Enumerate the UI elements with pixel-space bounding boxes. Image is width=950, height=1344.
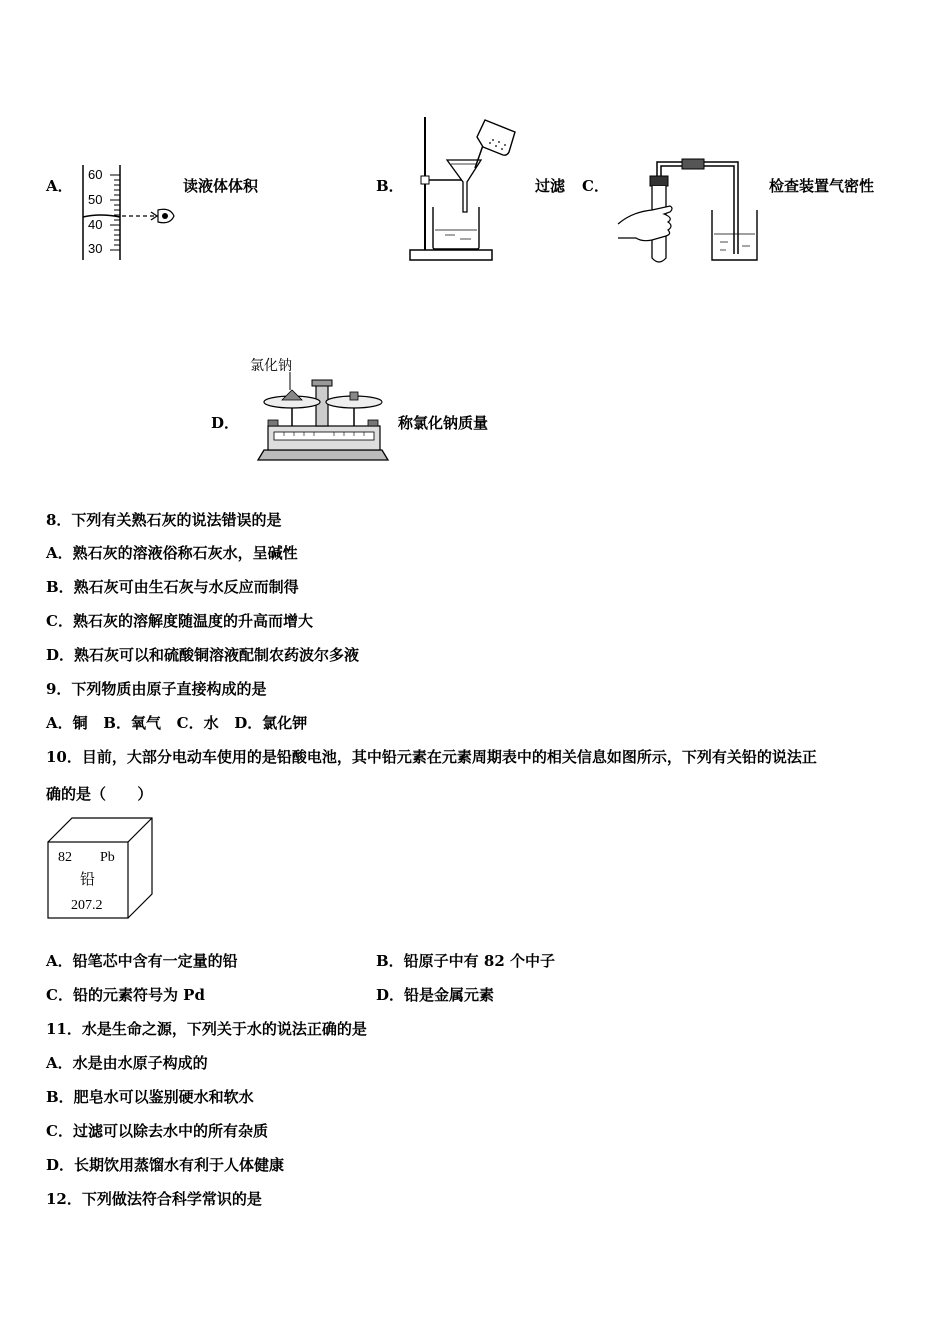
balance-figure <box>250 372 395 470</box>
q8-stem: 8．下列有关熟石灰的说法错误的是 <box>46 511 282 529</box>
q8-option-b: B．熟石灰可由生石灰与水反应而制得 <box>46 578 299 596</box>
element-symbol: Pb <box>100 850 115 865</box>
element-atomic-mass: 207.2 <box>71 898 103 913</box>
airtightness-figure <box>612 150 772 268</box>
q10-option-a: A．铅笔芯中含有一定量的铅 <box>46 952 238 970</box>
figure-b-letter: B． <box>376 177 404 195</box>
figure-a-caption: 读液体体积 <box>183 177 259 195</box>
figure-c-caption: 检查装置气密性 <box>769 177 875 195</box>
figure-b-caption: 过滤 <box>535 177 566 195</box>
q10-stem-line1: 10．目前，大部分电动车使用的是铅酸电池，其中铅元素在元素周期表中的相关信息如图所示，下列有关铅的说法正 <box>46 748 817 766</box>
tick-label-40: 40 <box>88 217 103 232</box>
q9-stem: 9．下列物质由原子直接构成的是 <box>46 680 267 698</box>
q10-stem-line2: 确的是（ ） <box>46 785 153 803</box>
q10-option-c: C．铅的元素符号为 Pd <box>46 986 205 1004</box>
filtration-figure <box>405 112 530 264</box>
eye-icon <box>158 209 174 223</box>
figure-d-letter: D． <box>211 414 240 432</box>
q8-option-c: C．熟石灰的溶解度随温度的升高而增大 <box>46 612 313 630</box>
graduated-cylinder-figure <box>70 160 190 270</box>
sodium-chloride-label: 氯化钠 <box>250 358 292 374</box>
q12-stem: 12．下列做法符合科学常识的是 <box>46 1190 262 1208</box>
q11-stem: 11．水是生命之源，下列关于水的说法正确的是 <box>46 1020 367 1038</box>
figure-a-letter: A． <box>46 177 73 195</box>
tick-label-50: 50 <box>88 192 103 207</box>
q10-option-b: B．铅原子中有 82 个中子 <box>376 952 555 970</box>
q11-option-c: C．过滤可以除去水中的所有杂质 <box>46 1122 268 1140</box>
q11-option-d: D．长期饮用蒸馏水有利于人体健康 <box>46 1156 285 1174</box>
q11-option-a: A．水是由水原子构成的 <box>46 1054 208 1072</box>
tick-label-30: 30 <box>88 241 103 256</box>
q8-option-d: D．熟石灰可以和硫酸铜溶液配制农药波尔多液 <box>46 646 360 664</box>
q8-option-a: A．熟石灰的溶液俗称石灰水，呈碱性 <box>46 544 298 562</box>
figure-d-caption: 称氯化钠质量 <box>398 414 489 432</box>
figure-c-letter: C． <box>582 177 609 195</box>
tick-label-60: 60 <box>88 167 103 182</box>
q11-option-b: B．肥皂水可以鉴别硬水和软水 <box>46 1088 254 1106</box>
q10-option-d: D．铅是金属元素 <box>376 986 495 1004</box>
q9-options: A．铜 B．氧气 C．水 D．氯化钾 <box>46 714 308 732</box>
element-name: 铅 <box>80 872 96 888</box>
element-atomic-number: 82 <box>58 850 72 865</box>
